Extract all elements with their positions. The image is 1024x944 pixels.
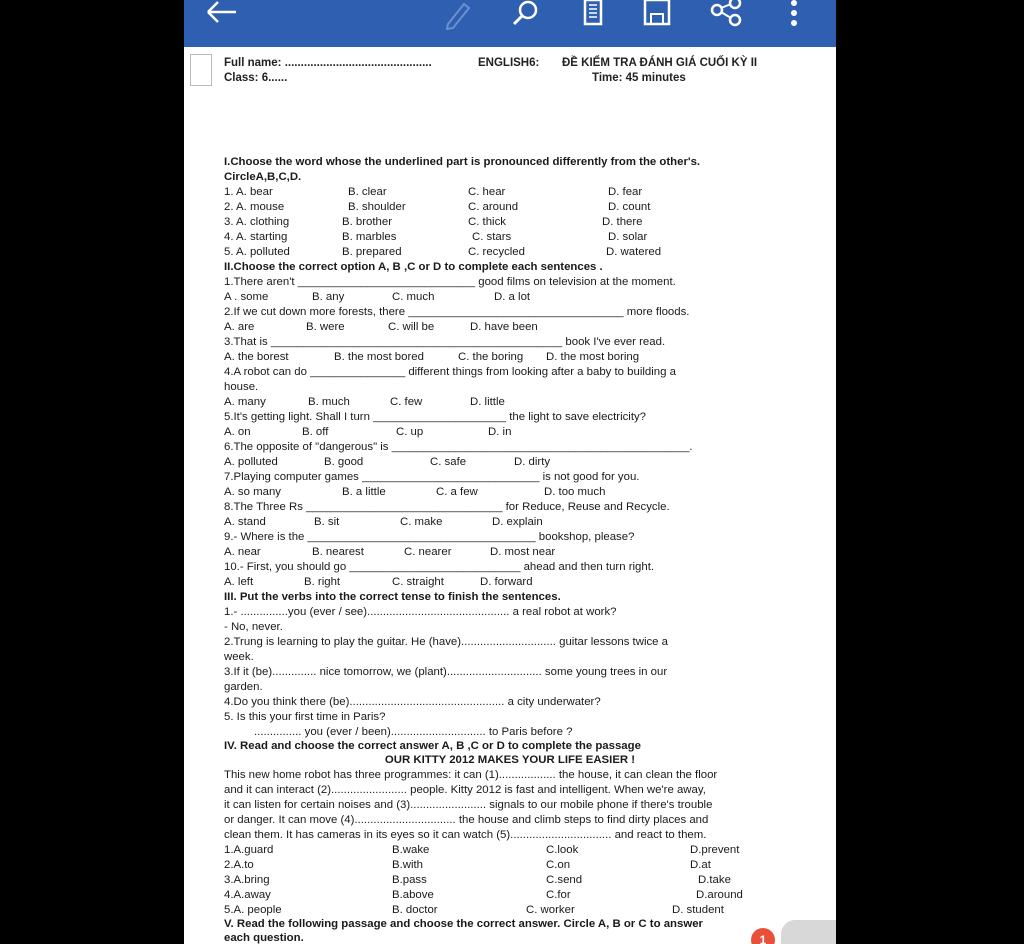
section1-sub: CircleA,B,C,D.	[224, 171, 302, 183]
s3-line: 1.- ...............you (ever / see)............................................. a real robot at work?	[224, 606, 617, 618]
s2-option[interactable]: A. many	[224, 396, 266, 408]
s2-options-10	[224, 575, 824, 590]
s1-option[interactable]: D. fear	[608, 186, 643, 198]
s2-question-cont: house.	[224, 381, 259, 393]
full-name-label: Full name: ..............................................	[224, 57, 432, 69]
s1-option[interactable]: C. recycled	[468, 246, 525, 258]
s4-option[interactable]: D. student	[672, 904, 724, 916]
pen-icon[interactable]	[442, 0, 472, 30]
s2-question: 8.The Three Rs _______________________________ for Reduce, Reuse and Recycle.	[224, 501, 670, 513]
s4-option[interactable]: D.prevent	[690, 844, 740, 856]
s2-question: 5.It's getting light. Shall I turn _____________________ the light to save electricity?	[224, 411, 647, 423]
s1-option[interactable]: B. clear	[348, 186, 387, 198]
s4-option[interactable]: C.look	[546, 844, 579, 856]
s3-line: 2.Trung is learning to play the guitar. He (have).............................. guitar lessons twice a	[224, 636, 669, 648]
save-icon[interactable]	[642, 0, 672, 30]
s1-row-2	[224, 200, 824, 215]
s2-question: 9.- Where is the ____________________________________ bookshop, please?	[224, 531, 635, 543]
s2-question: 10.- First, you should go ___________________________ ahead and then turn right.	[224, 561, 655, 573]
s4-option[interactable]: 4.A.away	[224, 889, 271, 901]
s4-option[interactable]: D.at	[690, 859, 711, 871]
s1-option[interactable]: C. hear	[468, 186, 506, 198]
s2-option[interactable]: D. dirty	[514, 456, 551, 468]
s2-options-7	[224, 485, 824, 500]
s2-option[interactable]: D. too much	[544, 486, 606, 498]
exam-title: ĐỀ KIỂM TRA ĐÁNH GIÁ CUỐI KỲ II	[562, 57, 758, 69]
s3-line: - No, never.	[224, 621, 283, 633]
section3-title: III. Put the verbs into the correct tense to finish the sentences.	[224, 591, 561, 603]
s2-question: 6.The opposite of "dangerous" is _______________________________________________.	[224, 441, 693, 453]
class-label: Class: 6......	[224, 72, 288, 84]
s1-row-1	[224, 185, 824, 200]
passage-line: This new home robot has three programmes: it can (1).................. the house, it can clean the floor	[224, 769, 718, 781]
s4-option[interactable]: D.around	[696, 889, 743, 901]
s4-option[interactable]: 1.A.guard	[224, 844, 274, 856]
s2-option[interactable]: B. were	[306, 321, 345, 333]
s4-option[interactable]: 2.A.to	[224, 859, 254, 871]
s4-option[interactable]: C.for	[546, 889, 571, 901]
passage-line: or danger. It can move (4)................................ the house and climb steps to find dirty places and	[224, 814, 709, 826]
s2-options-8	[224, 515, 824, 530]
s1-option[interactable]: B. marbles	[342, 231, 397, 243]
s2-option[interactable]: B. nearest	[312, 546, 364, 558]
s1-option[interactable]: 5. A. polluted	[224, 246, 290, 258]
s4-options-3	[224, 873, 824, 888]
s4-option[interactable]: C. worker	[526, 904, 575, 916]
passage-line: and it can interact (2)........................ people. Kitty 2012 is fast and intelligent. When we're away,	[224, 784, 706, 796]
s2-option[interactable]: D. most near	[490, 546, 556, 558]
s3-line: week.	[224, 651, 254, 663]
s1-option[interactable]: B. shoulder	[348, 201, 406, 213]
s2-option[interactable]: A. on	[224, 426, 251, 438]
s2-option[interactable]: B. any	[312, 291, 345, 303]
avatar[interactable]	[781, 920, 836, 944]
s2-option[interactable]: D. in	[488, 426, 512, 438]
s2-option[interactable]: C. much	[392, 291, 435, 303]
s4-options-4	[224, 888, 824, 903]
s4-option[interactable]: C.on	[546, 859, 571, 871]
left-background	[0, 0, 184, 944]
passage-title: OUR KITTY 2012 MAKES YOUR LIFE EASIER !	[384, 754, 636, 766]
back-arrow-icon[interactable]	[204, 0, 238, 30]
passage-line: clean them. It has cameras in its eyes so it can watch (5)................................ and react to them.	[224, 829, 707, 841]
s2-option[interactable]: A. are	[224, 321, 255, 333]
s2-options-5	[224, 425, 824, 440]
s2-option[interactable]: B. right	[304, 576, 341, 588]
more-vertical-icon[interactable]	[784, 0, 804, 30]
s2-option[interactable]: D. forward	[480, 576, 533, 588]
s2-option[interactable]: D. explain	[492, 516, 543, 528]
s2-question: 4.A robot can do _______________ different things from looking after a baby to building a	[224, 366, 676, 378]
subject-label: ENGLISH6:	[478, 57, 540, 69]
s2-options-6	[224, 455, 824, 470]
document-icon[interactable]	[582, 0, 604, 30]
s3-line: 3.If it (be).............. nice tomorrow, we (plant).............................. some young trees in our	[224, 666, 668, 678]
s2-option[interactable]: D. have been	[470, 321, 538, 333]
s1-option[interactable]: 1. A. bear	[224, 186, 273, 198]
s1-option[interactable]: C. around	[468, 201, 519, 213]
notification-badge[interactable]: 1	[751, 928, 775, 944]
section5-title: V. Read the following passage and choose the correct answer. Circle A, B or C to answer	[224, 918, 703, 930]
section1-title: I.Choose the word whose the underlined part is pronounced differently from the other's.	[224, 156, 701, 168]
s2-option[interactable]: C. nearer	[404, 546, 452, 558]
share-icon[interactable]	[709, 0, 743, 30]
s1-option[interactable]: 3. A. clothing	[224, 216, 290, 228]
s2-option[interactable]: B. much	[308, 396, 350, 408]
s2-option[interactable]: C. will be	[388, 321, 435, 333]
section4-title: IV. Read and choose the correct answer A, B ,C or D to complete the passage	[224, 740, 641, 752]
time-label: Time: 45 minutes	[592, 72, 686, 84]
s2-option[interactable]: A. near	[224, 546, 261, 558]
s2-option[interactable]: D. a lot	[494, 291, 531, 303]
s1-option[interactable]: D. there	[602, 216, 643, 228]
s1-option[interactable]: B. prepared	[342, 246, 402, 258]
s3-line: ............... you (ever / been).............................. to Paris before ?	[254, 726, 573, 738]
s1-row-3	[224, 215, 824, 230]
s2-option[interactable]: D. the most boring	[546, 351, 640, 363]
s2-option[interactable]: C. up	[396, 426, 424, 438]
s3-line: 4.Do you think there (be)................................................. a city underwater?	[224, 696, 601, 708]
s4-option[interactable]: 5.A. people	[224, 904, 282, 916]
s3-line: garden.	[224, 681, 263, 693]
document-page[interactable]	[184, 47, 836, 944]
search-icon[interactable]	[509, 0, 541, 30]
s2-question: 7.Playing computer games ____________________________ is not good for you.	[224, 471, 640, 483]
s2-option[interactable]: C. safe	[430, 456, 467, 468]
s2-question: 1.There aren't ____________________________ good films on television at the moment.	[224, 276, 676, 288]
s2-option[interactable]: C. straight	[392, 576, 444, 588]
s2-options-1	[224, 290, 824, 305]
s1-option[interactable]: B. brother	[342, 216, 393, 228]
s2-option[interactable]: A. the borest	[224, 351, 289, 363]
s2-option[interactable]: A. polluted	[224, 456, 278, 468]
s2-options-9	[224, 545, 824, 560]
s4-option[interactable]: C.send	[546, 874, 583, 886]
s2-options-3	[224, 350, 824, 365]
s4-options-2	[224, 858, 824, 873]
top-toolbar	[184, 0, 836, 47]
s2-option[interactable]: B. good	[324, 456, 364, 468]
s2-option[interactable]: B. a little	[342, 486, 386, 498]
s4-option[interactable]: B.pass	[392, 874, 427, 886]
s2-option[interactable]: A. left	[224, 576, 254, 588]
s2-question: 2.If we cut down more forests, there __________________________________ more floods.	[224, 306, 690, 318]
s2-option[interactable]: C. make	[400, 516, 443, 528]
s2-option[interactable]: C. few	[390, 396, 423, 408]
s2-option[interactable]: B. the most bored	[334, 351, 424, 363]
s2-option[interactable]: B. sit	[314, 516, 340, 528]
s1-option[interactable]: C. thick	[468, 216, 506, 228]
section5-title-cont: each question.	[224, 932, 304, 944]
s2-option[interactable]: A. so many	[224, 486, 281, 498]
s4-option[interactable]: B. doctor	[392, 904, 438, 916]
s2-option[interactable]: C. the boring	[458, 351, 524, 363]
s1-row-5	[224, 245, 824, 260]
right-background	[836, 0, 1024, 944]
s2-options-4	[224, 395, 824, 410]
s3-line: 5. Is this your first time in Paris?	[224, 711, 386, 723]
s1-option[interactable]: D. watered	[606, 246, 662, 258]
s4-option[interactable]: B.with	[392, 859, 424, 871]
passage-line: it can listen for certain noises and (3)........................ signals to our mobile phone if there's trouble	[224, 799, 713, 811]
s4-option[interactable]: B.wake	[392, 844, 430, 856]
header-box	[190, 54, 212, 86]
s1-option[interactable]: 2. A. mouse	[224, 201, 285, 213]
s2-options-2	[224, 320, 824, 335]
section2-title: II.Choose the correct option A, B ,C or D to complete each sentences .	[224, 261, 603, 273]
s1-row-4	[224, 230, 824, 245]
s2-option[interactable]: A. stand	[224, 516, 266, 528]
s1-option[interactable]: D. solar	[608, 231, 648, 243]
s4-option[interactable]: B.above	[392, 889, 434, 901]
s1-option[interactable]: C. stars	[472, 231, 512, 243]
s1-option[interactable]: 4. A. starting	[224, 231, 288, 243]
s4-options-1	[224, 843, 824, 858]
s2-option[interactable]: A . some	[224, 291, 269, 303]
s4-option[interactable]: D.take	[698, 874, 731, 886]
s4-options-5	[224, 903, 824, 918]
s2-option[interactable]: B. off	[302, 426, 329, 438]
s2-option[interactable]: C. a few	[436, 486, 478, 498]
s2-question: 3.That is ______________________________________________ book I've ever read.	[224, 336, 666, 348]
s4-option[interactable]: 3.A.bring	[224, 874, 270, 886]
s1-option[interactable]: D. count	[608, 201, 651, 213]
s2-option[interactable]: D. little	[470, 396, 505, 408]
